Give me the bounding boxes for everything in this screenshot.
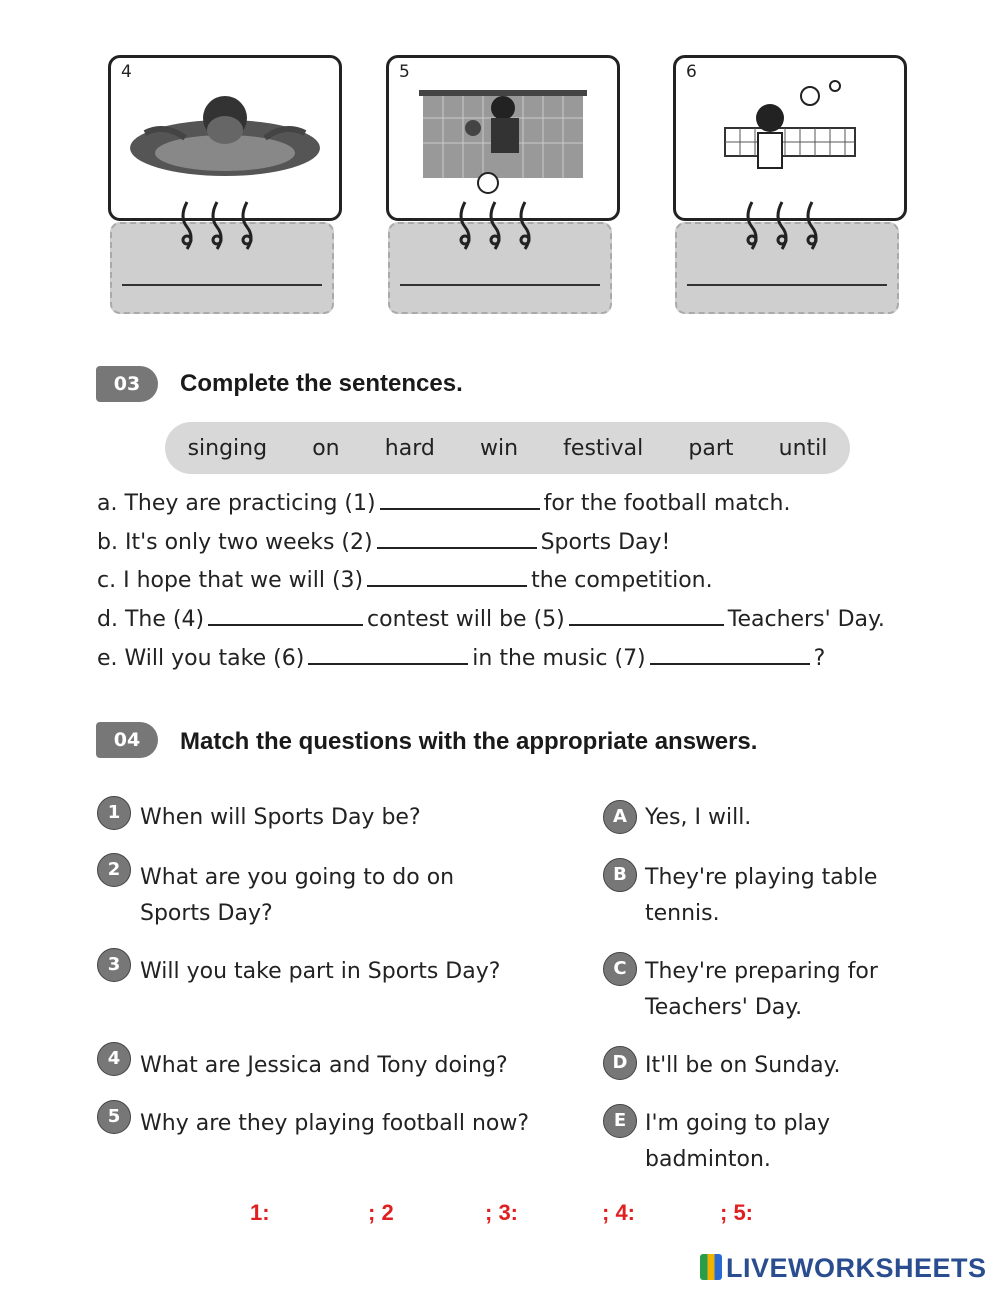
question-4: What are Jessica and Tony doing? xyxy=(140,1053,508,1078)
sentence-text: the competition. xyxy=(531,568,713,593)
question-number-1: 1 xyxy=(97,796,131,830)
sentence-d xyxy=(97,606,885,632)
card-number: 4 xyxy=(121,62,132,82)
question-1: When will Sports Day be? xyxy=(140,805,421,830)
blank-3[interactable] xyxy=(367,567,527,587)
answer-letter-b: B xyxy=(603,858,637,892)
answer-slot-4[interactable]: ; 4: xyxy=(602,1200,635,1225)
answer-a: Yes, I will. xyxy=(645,805,752,830)
word-bank xyxy=(165,422,850,474)
answer-d: It'll be on Sunday. xyxy=(645,1053,841,1078)
question-number-3: 3 xyxy=(97,948,131,982)
sentence-text: Sports Day! xyxy=(540,530,671,555)
answer-line xyxy=(122,284,322,286)
sentence-text: Teachers' Day. xyxy=(727,607,885,632)
sentence-text: in the music (7) xyxy=(472,646,646,671)
answer-line xyxy=(400,284,600,286)
sentence-e xyxy=(97,645,825,671)
word-bank-item: until xyxy=(778,435,828,461)
card-number: 6 xyxy=(686,62,697,82)
section-badge-03: 03 xyxy=(96,366,158,402)
word-bank-item: on xyxy=(312,435,340,461)
answer-slot-3[interactable]: ; 3: xyxy=(485,1200,518,1225)
answer-line xyxy=(687,284,887,286)
question-5: Why are they playing football now? xyxy=(140,1111,530,1136)
question-2: What are you going to do on Sports Day? xyxy=(140,865,455,926)
answer-slot-2[interactable]: ; 2 xyxy=(368,1200,394,1225)
section-title-match: Match the questions with the appropriate answers. xyxy=(180,728,758,755)
section-badge-04: 04 xyxy=(96,722,158,758)
blank-4[interactable] xyxy=(208,606,363,626)
spiral-rings xyxy=(737,192,837,252)
section-title-complete: Complete the sentences. xyxy=(180,370,463,397)
sentence-a xyxy=(97,490,790,516)
blank-1[interactable] xyxy=(380,490,540,510)
answer-letter-a: A xyxy=(603,800,637,834)
badminton-picture xyxy=(690,78,890,198)
question-number-2: 2 xyxy=(97,853,131,887)
brand-name: LIVEWORKSHEETS xyxy=(726,1253,987,1283)
answer-letter-e: E xyxy=(603,1104,637,1138)
word-bank-item: singing xyxy=(187,435,268,461)
sentence-text: for the football match. xyxy=(543,491,791,516)
liveworksheets-logo-icon xyxy=(700,1254,722,1280)
blank-2[interactable] xyxy=(377,529,537,549)
answer-c: They're preparing for Teachers' Day. xyxy=(645,959,878,1020)
sentence-text: c. I hope that we will (3) xyxy=(97,568,364,593)
answer-letter-d: D xyxy=(603,1046,637,1080)
liveworksheets-logo xyxy=(700,1253,987,1284)
swimmer-picture xyxy=(125,78,325,198)
answer-slot-1[interactable]: 1: xyxy=(250,1200,270,1225)
spiral-rings xyxy=(450,192,550,252)
question-number-5: 5 xyxy=(97,1100,131,1134)
sentence-text: a. They are practicing (1) xyxy=(97,491,376,516)
sentence-text: d. The (4) xyxy=(97,607,205,632)
sentence-text: e. Will you take (6) xyxy=(97,646,305,671)
blank-7[interactable] xyxy=(650,645,810,665)
sentence-b xyxy=(97,529,670,555)
blank-6[interactable] xyxy=(308,645,468,665)
card-number: 5 xyxy=(399,62,410,82)
spiral-rings xyxy=(172,192,272,252)
football-picture xyxy=(403,78,603,198)
word-bank-item: part xyxy=(688,435,734,461)
blank-5[interactable] xyxy=(569,606,724,626)
answer-e: I'm going to play badminton. xyxy=(645,1111,831,1172)
sentence-text: b. It's only two weeks (2) xyxy=(97,530,373,555)
question-number-4: 4 xyxy=(97,1042,131,1076)
sentence-text: contest will be (5) xyxy=(367,607,565,632)
word-bank-item: hard xyxy=(384,435,435,461)
answer-slot-5[interactable]: ; 5: xyxy=(720,1200,753,1225)
sentence-text: ? xyxy=(813,646,826,671)
answer-letter-c: C xyxy=(603,952,637,986)
answer-b: They're playing table tennis. xyxy=(645,865,878,926)
question-3: Will you take part in Sports Day? xyxy=(140,959,501,984)
word-bank-item: festival xyxy=(563,435,644,461)
word-bank-item: win xyxy=(479,435,519,461)
sentence-c xyxy=(97,567,713,593)
